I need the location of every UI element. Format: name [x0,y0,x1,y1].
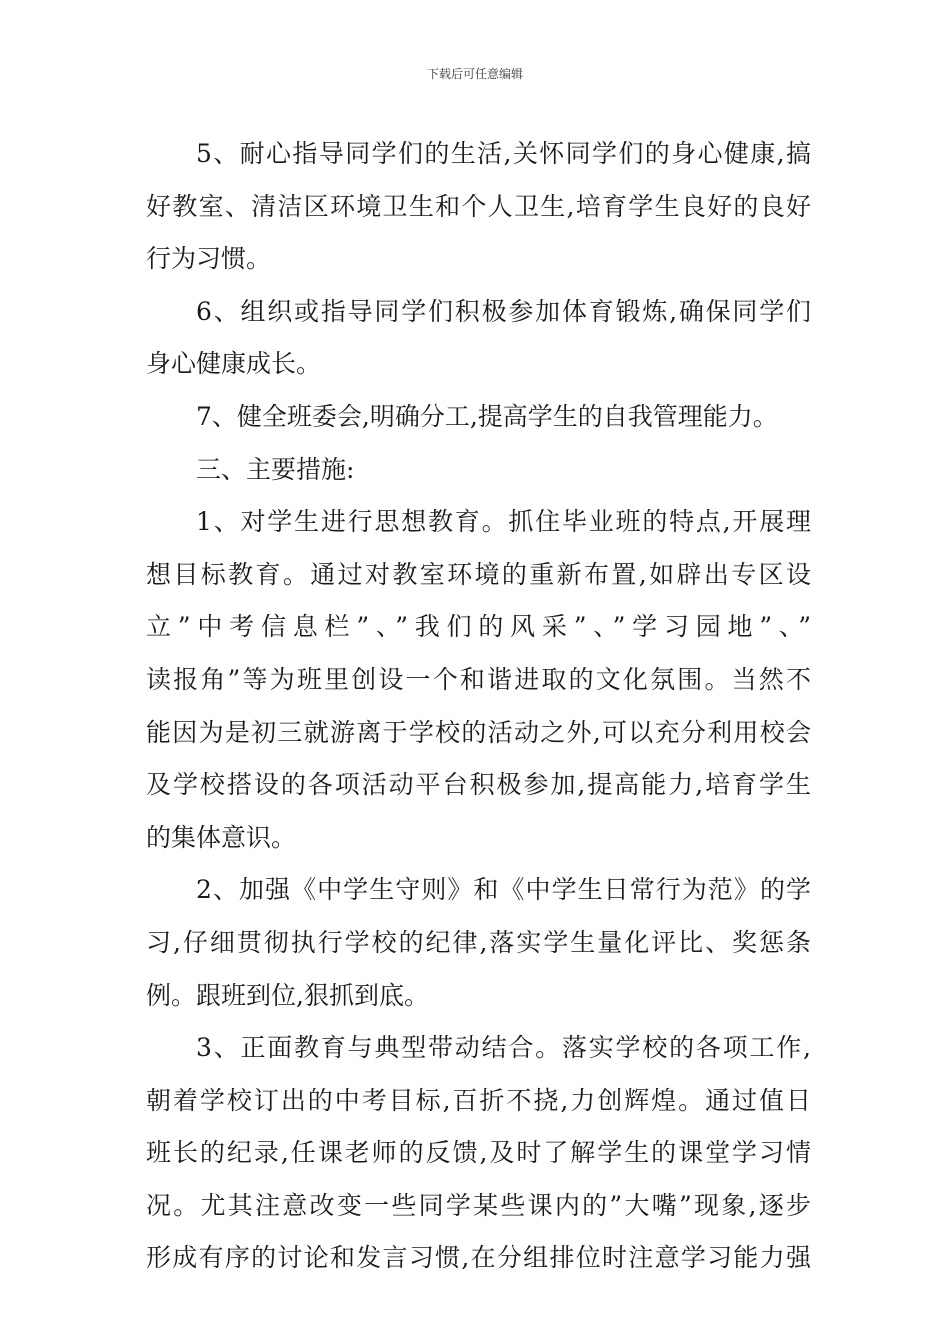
text-line: 三、主要措施: [196,454,355,484]
text-line: 的集体意识。 [146,822,297,852]
text-line: 读报角”等为班里创设一个和谐进取的文化氛围。当然不 [146,664,811,694]
text-line: 好教室、清洁区环境卫生和个人卫生,培育学生良好的良好 [146,191,811,221]
text-line: 况。尤其注意改变一些同学某些课内的”大嘴”现象,逐步 [146,1190,811,1220]
text-line: 例。跟班到位,狠抓到底。 [146,980,429,1010]
text-line: 立”中考信息栏”、”我们的风采”、”学习园地”、” [146,612,811,642]
text-line: 2、加强《中学生守则》和《中学生日常行为范》的学 [196,875,811,905]
text-line: 能因为是初三就游离于学校的活动之外,可以充分利用校会 [146,717,811,747]
text-line: 身心健康成长。 [146,349,322,379]
text-line: 5、耐心指导同学们的生活,关怀同学们的身心健康,搞 [196,139,811,168]
text-line: 想目标教育。通过对教室环境的重新布置,如辟出专区设 [146,559,811,589]
text-line: 朝着学校订出的中考目标,百折不挠,力创辉煌。通过值日 [146,1085,811,1115]
text-line: 3、正面教育与典型带动结合。落实学校的各项工作, [196,1033,811,1063]
page-header: 下载后可任意编辑 [426,67,523,81]
text-line: 形成有序的讨论和发言习惯,在分组排位时注意学习能力强 [146,1243,811,1273]
text-line: 行为习惯。 [146,244,272,274]
text-line: 及学校搭设的各项活动平台积极参加,提高能力,培育学生 [146,770,811,800]
text-line: 班长的纪录,任课老师的反馈,及时了解学生的课堂学习情 [146,1138,811,1168]
document-body [146,128,811,1285]
text-line: 习,仔细贯彻执行学校的纪律,落实学生量化评比、奖惩条 [146,927,811,957]
text-line: 7、健全班委会,明确分工,提高学生的自我管理能力。 [196,401,778,431]
text-line: 6、组织或指导同学们积极参加体育锻炼,确保同学们 [196,296,811,326]
text-line: 1、对学生进行思想教育。抓住毕业班的特点,开展理 [196,507,811,537]
